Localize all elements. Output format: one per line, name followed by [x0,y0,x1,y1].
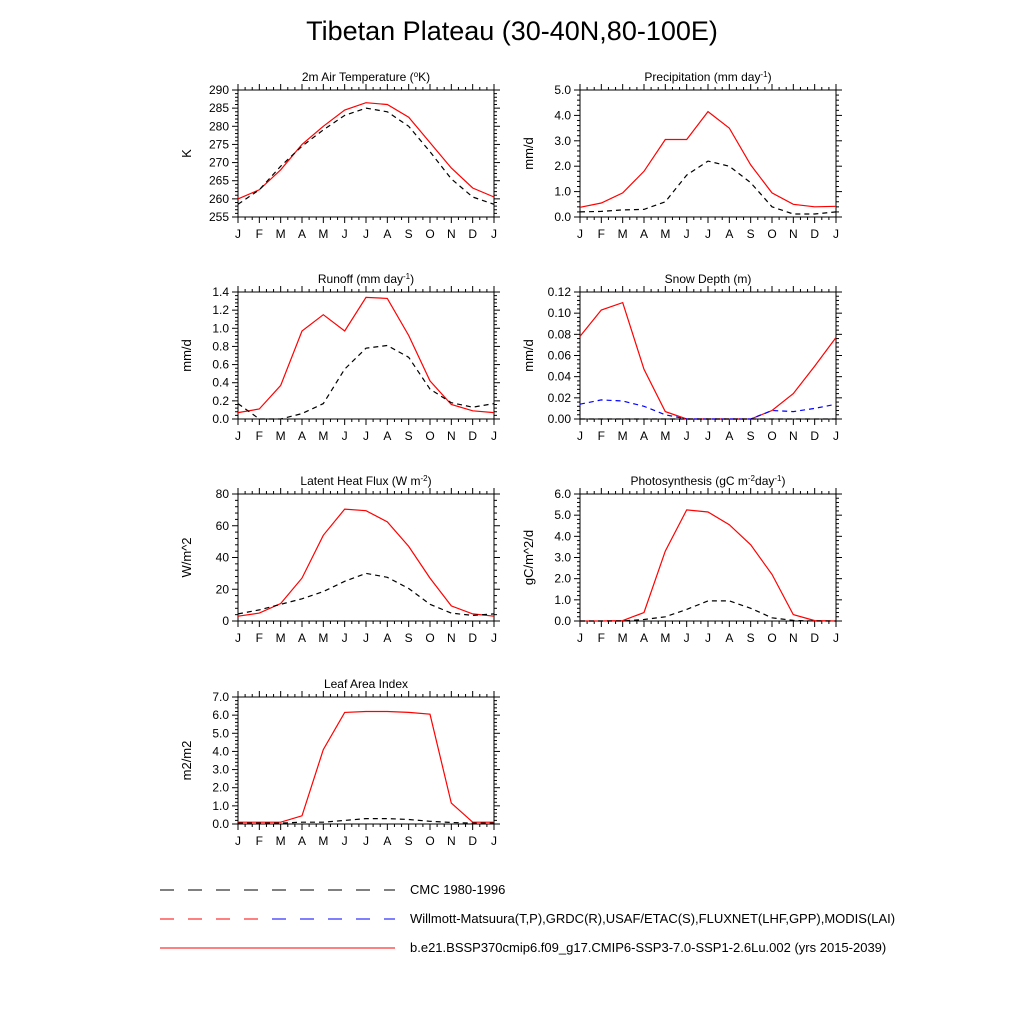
series-line-0 [238,297,494,412]
x-tick-label: A [297,834,307,848]
x-tick-label: S [404,227,413,241]
y-tick-label: 270 [208,155,229,170]
y-axis-label: gC/m^2/d [521,529,536,586]
plot-frame [580,90,836,217]
x-tick-label: J [235,631,241,645]
x-tick-label: D [468,631,478,645]
y-tick-label: 3.0 [212,762,229,777]
x-tick-label: J [363,429,369,443]
y-tick-label: 1.4 [212,285,229,299]
y-tick-label: 290 [208,83,229,97]
x-tick-label: F [255,227,264,241]
x-tick-label: F [597,429,606,443]
y-tick-label: 7.0 [212,690,229,704]
x-tick-label: J [705,227,711,241]
y-tick-label: 0.0 [554,210,571,224]
x-tick-label: M [318,227,329,241]
y-tick-label: 1.0 [554,592,571,607]
x-tick-label: F [597,631,606,645]
x-tick-label: F [255,631,264,645]
legend-label-cmc: CMC 1980-1996 [410,882,506,897]
y-axis-label: mm/d [521,339,536,372]
x-tick-label: S [746,429,755,443]
panel-title: Precipitation (mm day$^{-1}$) [644,69,772,84]
x-tick-label: A [639,429,649,443]
x-tick-label: J [235,227,241,241]
x-tick-label: S [746,631,755,645]
y-tick-label: 6.0 [212,708,229,723]
y-tick-label: 4.0 [212,744,229,759]
y-tick-label: 285 [208,101,229,116]
x-tick-label: N [788,631,798,645]
x-tick-label: N [788,429,798,443]
x-tick-label: A [639,631,649,645]
y-tick-label: 4.0 [554,108,571,123]
x-tick-label: J [577,631,583,645]
x-tick-label: F [255,834,264,848]
y-tick-label: 20 [215,582,229,597]
chart-panel-5 [521,474,842,646]
series-line-1 [580,400,836,419]
y-tick-label: 0.06 [547,348,571,363]
x-tick-label: D [468,834,478,848]
y-tick-label: 280 [208,119,229,134]
x-tick-label: J [341,227,348,241]
x-tick-label: F [255,429,264,443]
x-tick-label: A [383,834,392,848]
x-tick-label: A [639,227,649,241]
x-tick-label: J [363,834,369,848]
x-tick-label: J [491,834,497,848]
x-tick-label: M [318,631,329,645]
plot-frame [580,494,836,621]
series-line-0 [238,712,494,823]
x-tick-label: S [404,429,413,443]
y-axis-label: K [179,149,194,158]
y-tick-label: 6.0 [554,487,571,501]
plot-frame [238,292,494,419]
y-tick-label: 0.0 [212,817,229,831]
plot-frame [238,90,494,217]
x-tick-label: S [404,631,413,645]
series-line-0 [238,103,494,199]
y-tick-label: 3.0 [554,550,571,565]
x-tick-label: J [235,834,241,848]
legend-label-obs: Willmott-Matsuura(T,P),GRDC(R),USAF/ETAC(S),FLUXNET(LHF,GPP),MODIS(LAI) [410,911,896,926]
x-tick-label: N [788,227,798,241]
chart-panel-6 [179,677,500,848]
y-tick-label: 4.0 [554,529,571,544]
x-tick-label: M [660,227,671,241]
x-tick-label: S [404,834,413,848]
panel-title: Photosynthesis (gC $m^{-2}day^{-1}$) [630,473,786,488]
x-tick-label: J [363,227,369,241]
x-tick-label: A [383,429,392,443]
plot-frame [580,292,836,419]
x-tick-label: A [725,227,734,241]
legend-swatch-obs [160,909,400,929]
y-tick-label: 0 [222,614,229,628]
x-tick-label: M [660,631,671,645]
series-line-0 [580,303,836,419]
x-tick-label: O [425,429,435,443]
x-tick-label: O [767,227,777,241]
legend-label-model: b.e21.BSSP370cmip6.f09_g17.CMIP6-SSP3-7.0-SSP1-2.6Lu.002 (yrs 2015-2039) [410,940,887,955]
y-tick-label: 275 [208,137,229,152]
x-tick-label: F [597,227,606,241]
y-tick-label: 2.0 [554,571,571,586]
x-tick-label: J [833,631,839,645]
x-tick-label: M [275,631,286,645]
x-tick-label: M [660,429,671,443]
x-tick-label: J [705,631,711,645]
y-tick-label: 5.0 [554,83,571,97]
y-axis-label: m2/m2 [179,740,194,781]
x-tick-label: N [446,834,456,848]
x-tick-label: J [341,631,348,645]
y-tick-label: 5.0 [554,508,571,523]
x-tick-label: A [297,429,307,443]
series-line-0 [238,509,494,616]
chart-panel-2 [179,272,500,444]
x-tick-label: J [683,429,690,443]
x-tick-label: J [341,834,348,848]
x-tick-label: S [746,227,755,241]
y-tick-label: 2.0 [212,780,229,795]
x-tick-label: M [275,227,286,241]
legend-item-obs [160,909,400,929]
x-tick-label: O [425,227,435,241]
chart-panel-0 [179,70,500,242]
panel-title: 2m Air Temperature ($^o$K) [301,69,431,84]
plot-frame [238,494,494,621]
y-tick-label: 0.00 [547,412,571,426]
y-tick-label: 0.2 [212,393,229,408]
x-tick-label: A [725,631,734,645]
x-tick-label: D [468,429,478,443]
x-tick-label: A [297,227,307,241]
panel-title: Snow Depth (m) [664,272,752,286]
y-tick-label: 1.0 [554,184,571,199]
y-tick-label: 0.02 [547,390,571,405]
x-tick-label: J [683,631,690,645]
legend-swatch-cmc [160,880,400,900]
x-tick-label: A [383,227,392,241]
x-tick-label: M [617,227,628,241]
y-tick-label: 0.0 [212,412,229,426]
y-tick-label: 40 [215,550,229,565]
x-tick-label: O [767,631,777,645]
y-tick-label: 3.0 [554,133,571,148]
y-axis-label: W/m^2 [179,537,194,578]
legend-item-cmc [160,880,400,900]
legend-item-model [160,938,400,958]
x-tick-label: J [235,429,241,443]
y-tick-label: 255 [208,210,229,224]
y-tick-label: 0.12 [547,285,571,299]
series-line-0 [580,112,836,208]
x-tick-label: J [705,429,711,443]
chart-panel-1 [521,70,842,242]
x-tick-label: J [833,429,839,443]
x-tick-label: M [318,834,329,848]
series-line-1 [238,108,494,204]
x-tick-label: M [275,429,286,443]
panel-title: Runoff (mm day$^{-1}$) [317,271,415,286]
x-tick-label: N [446,429,456,443]
series-line-1 [238,346,494,420]
x-tick-label: J [683,227,690,241]
x-tick-label: D [810,429,820,443]
x-tick-label: J [491,227,497,241]
x-tick-label: A [725,429,734,443]
y-tick-label: 0.6 [212,357,229,372]
x-tick-label: J [341,429,348,443]
x-tick-label: N [446,631,456,645]
y-tick-label: 0.0 [554,614,571,628]
chart-panel-4 [179,474,500,646]
figure-title: Tibetan Plateau (30-40N,80-100E) [306,16,718,46]
y-tick-label: 2.0 [554,159,571,174]
x-tick-label: A [297,631,307,645]
x-tick-label: J [577,227,583,241]
x-tick-label: O [425,631,435,645]
x-tick-label: N [446,227,456,241]
y-tick-label: 80 [215,487,229,501]
x-tick-label: M [617,429,628,443]
x-tick-label: J [491,429,497,443]
x-tick-label: O [767,429,777,443]
x-tick-label: J [833,227,839,241]
x-tick-label: D [810,631,820,645]
y-tick-label: 265 [208,173,229,188]
x-tick-label: A [383,631,392,645]
y-tick-label: 1.2 [212,303,229,318]
x-tick-label: D [810,227,820,241]
series-line-1 [580,161,836,214]
series-line-1 [238,573,494,615]
y-tick-label: 1.0 [212,321,229,336]
y-tick-label: 0.08 [547,327,571,342]
x-tick-label: O [425,834,435,848]
panel-title: Latent Heat Flux (W $m^{-2}$) [300,473,432,488]
y-tick-label: 1.0 [212,798,229,813]
y-axis-label: mm/d [521,137,536,170]
series-line-1 [580,601,836,621]
y-tick-label: 0.4 [212,375,229,390]
y-tick-label: 0.8 [212,339,229,354]
x-tick-label: M [318,429,329,443]
y-tick-label: 5.0 [212,726,229,741]
y-tick-label: 60 [215,518,229,533]
series-line-0 [580,510,836,621]
x-tick-label: M [275,834,286,848]
x-tick-label: D [468,227,478,241]
x-tick-label: J [363,631,369,645]
x-tick-label: M [617,631,628,645]
legend-swatch-model [160,938,400,958]
y-tick-label: 0.10 [547,306,571,321]
y-tick-label: 0.04 [547,369,571,384]
plot-frame [238,697,494,824]
x-tick-label: J [577,429,583,443]
x-tick-label: J [491,631,497,645]
chart-panel-3 [521,272,842,443]
y-tick-label: 260 [208,191,229,206]
panel-title: Leaf Area Index [323,677,409,691]
y-axis-label: mm/d [179,339,194,372]
